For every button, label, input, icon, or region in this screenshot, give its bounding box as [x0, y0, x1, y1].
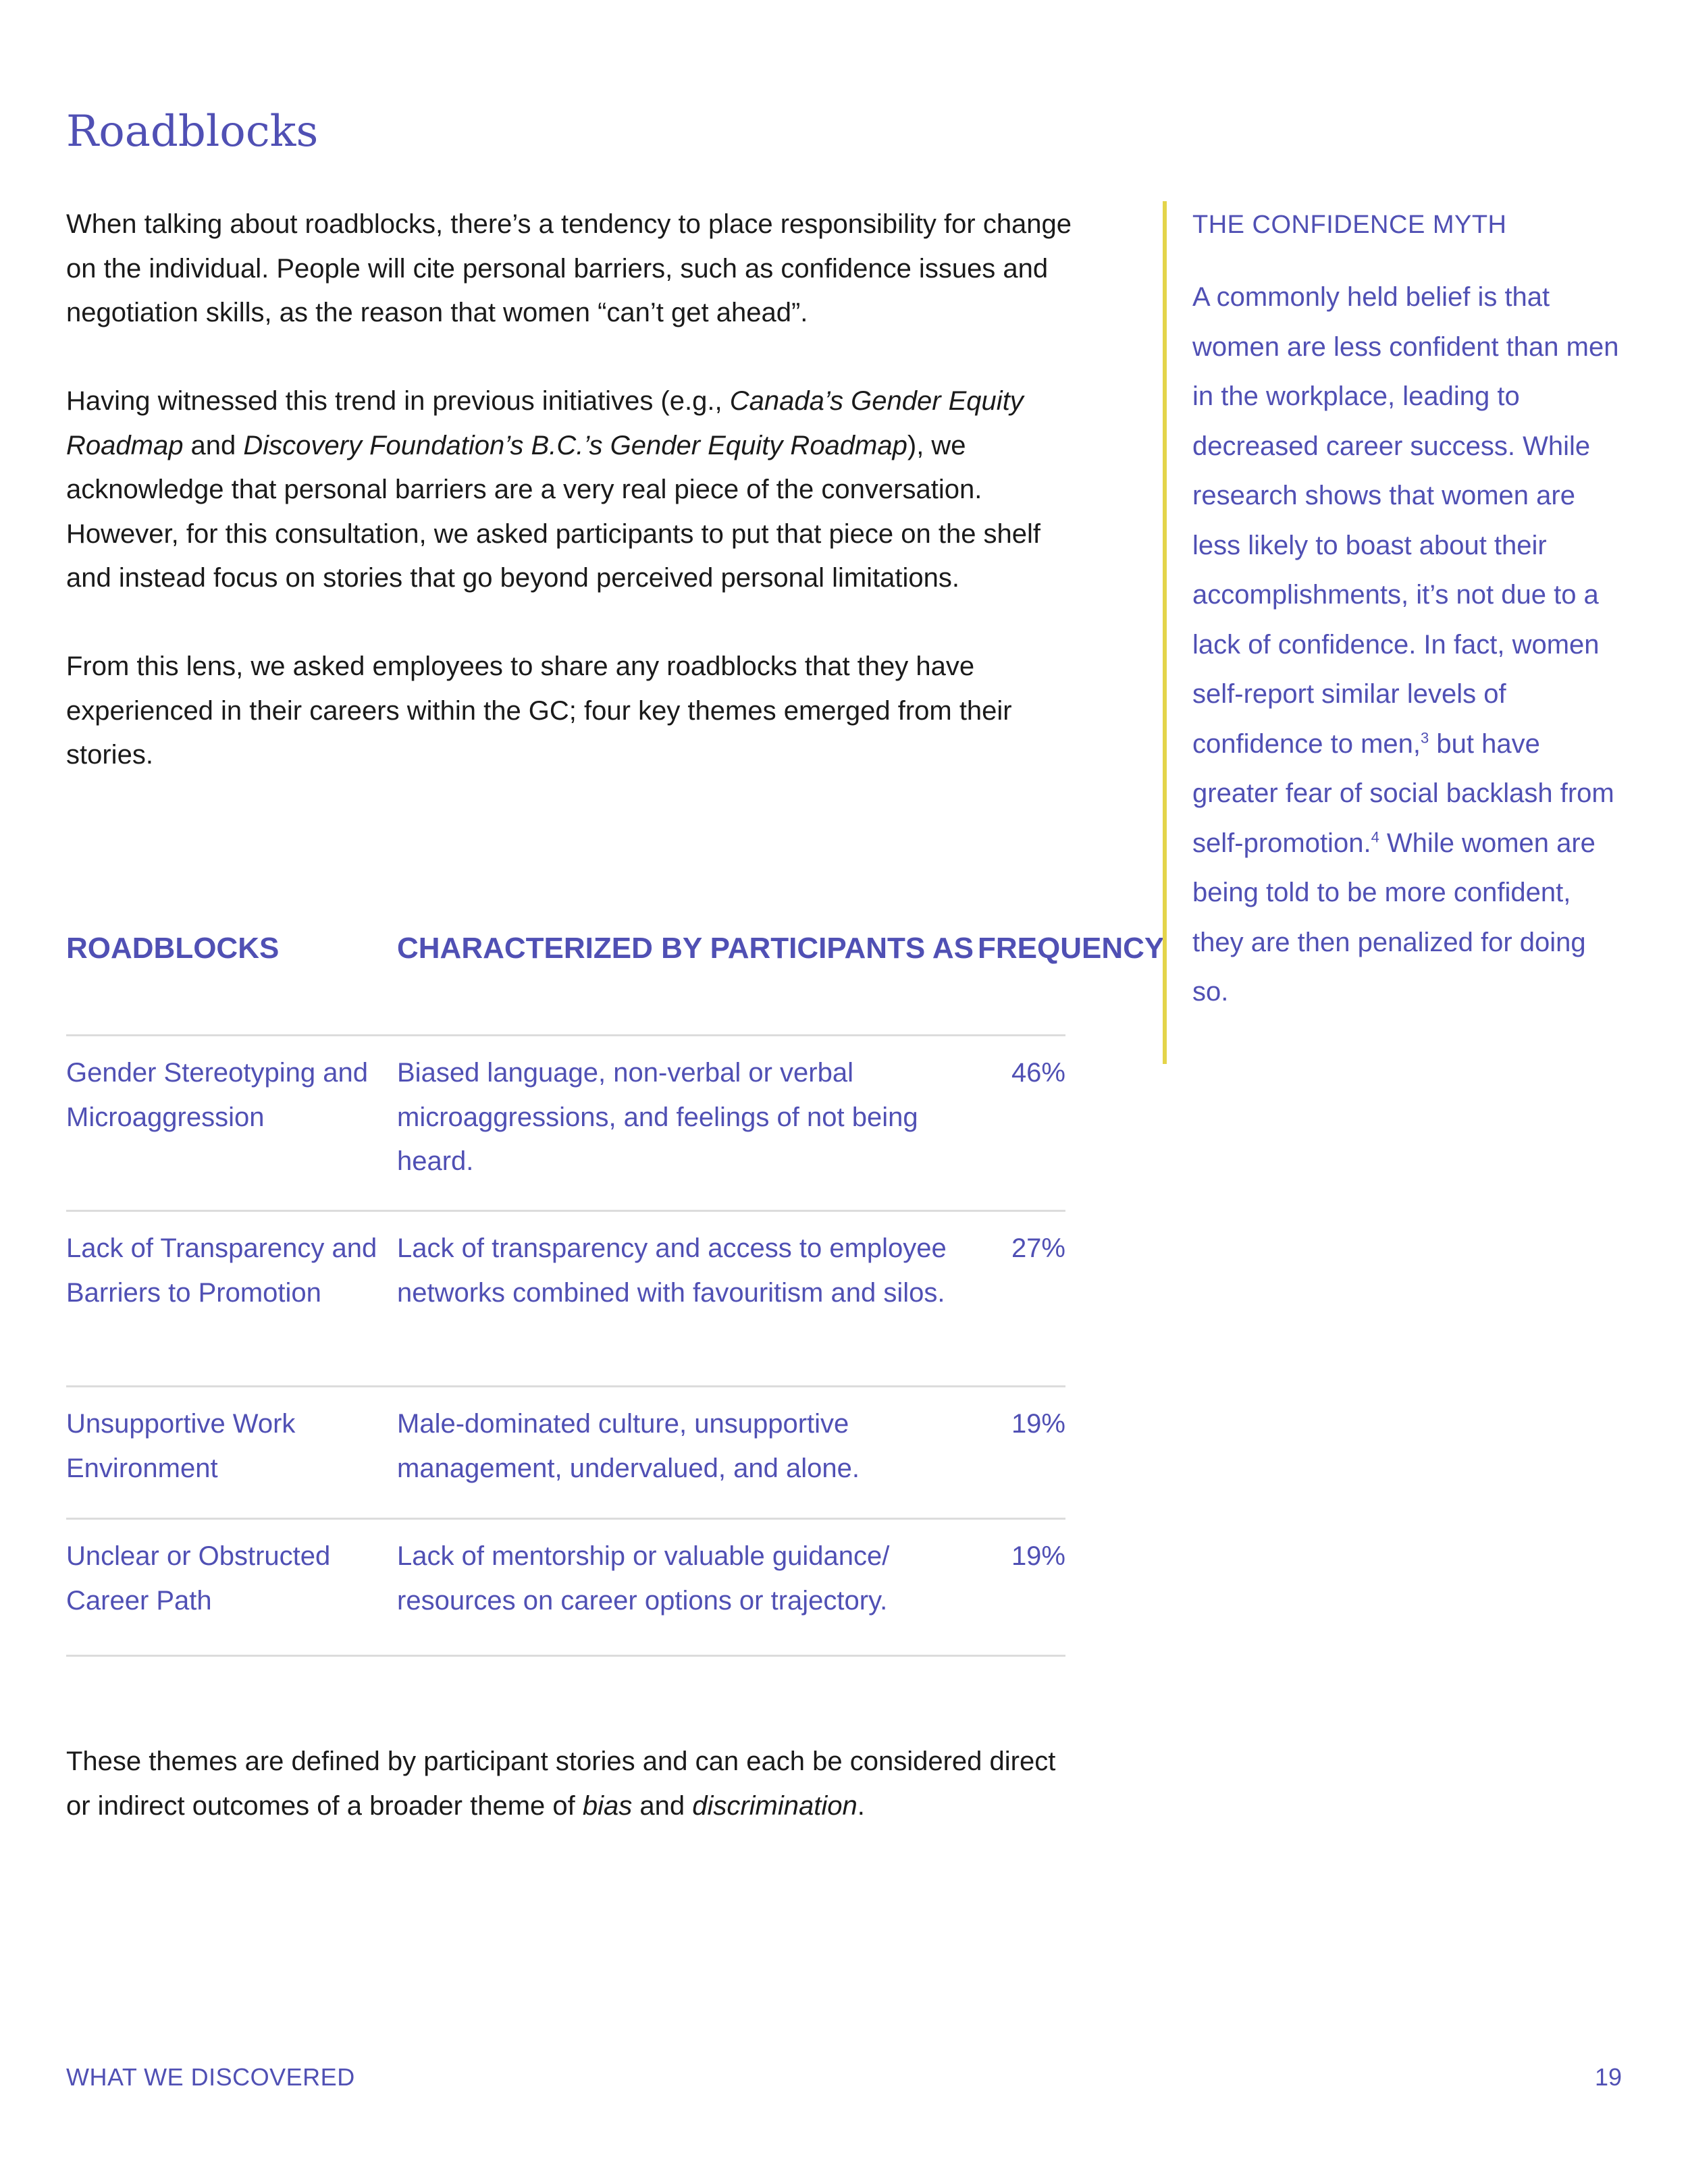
- sidebar-text-part-2: but have greater fear of social backlash from self-promotion.: [1192, 728, 1614, 858]
- sidebar-heading: THE CONFIDENCE MYTH: [1192, 211, 1507, 239]
- intro-paragraph-3: From this lens, we asked employees to share any roadblocks that they have experienced in their careers within the GC; four key themes emerged from their stories.: [66, 651, 1012, 770]
- sidebar-body: [1192, 273, 1622, 1017]
- roadblock-name: Unsupportive Work Environment: [66, 1409, 296, 1483]
- closing-emphasis-bias: bias: [582, 1790, 633, 1821]
- roadblock-frequency: 27%: [1011, 1233, 1065, 1263]
- confidence-myth-sidebar: [1163, 201, 1622, 1064]
- roadblock-frequency: 19%: [1011, 1541, 1065, 1571]
- closing-paragraph: [66, 1740, 1065, 1828]
- intro-paragraph-2-and: and: [183, 430, 244, 460]
- roadblock-name: Gender Stereotyping and Microaggression: [66, 1058, 368, 1132]
- roadblock-description: Male-dominated culture, unsupportive management, undervalued, and alone.: [397, 1409, 860, 1483]
- closing-emphasis-discrimination: discrimination: [692, 1790, 858, 1821]
- closing-and: and: [632, 1790, 693, 1821]
- closing-end: .: [857, 1790, 865, 1821]
- roadblocks-table: [66, 926, 1165, 1657]
- roadblock-description: Lack of transparency and access to employee networks combined with favouritism and silos.: [397, 1233, 947, 1308]
- reference-discovery-roadmap: Discovery Foundation’s B.C.’s Gender Equity Roadmap: [243, 430, 907, 460]
- table-row: [66, 1387, 1065, 1520]
- roadblock-name: Lack of Transparency and Barriers to Promotion: [66, 1233, 377, 1308]
- header-frequency: FREQUENCY: [978, 932, 1165, 965]
- roadblock-frequency: 46%: [1011, 1058, 1065, 1088]
- table-row: [66, 1212, 1065, 1387]
- intro-section: [66, 203, 1086, 778]
- roadblock-description: Lack of mentorship or valuable guidance/ resources on career options or trajectory.: [397, 1541, 890, 1616]
- intro-paragraph-2-end: ), we acknowledge that personal barriers are a very real piece of the conversation. However, for this consultation, we asked participants to put that piece on the shelf and instead focus on stories that go beyond perceived personal limitations.: [66, 430, 1041, 593]
- roadblock-description: Biased language, non-verbal or verbal microaggressions, and feelings of not being heard.: [397, 1058, 918, 1176]
- sidebar-text-part-3: While women are being told to be more confident, they are then penalized for doing so.: [1192, 828, 1595, 1007]
- header-roadblocks: ROADBLOCKS: [66, 932, 280, 965]
- intro-paragraph-1: When talking about roadblocks, there’s a tendency to place responsibility for change on the individual. People will cite personal barriers, such as confidence issues and negotiation skills, as the reason that women “can’t get ahead”.: [66, 209, 1072, 327]
- roadblock-name: Unclear or Obstructed Career Path: [66, 1541, 331, 1616]
- reference-canada-roadmap: Canada’s Gender Equity Roadmap: [66, 386, 1024, 460]
- sidebar-text-part-1: A commonly held belief is that women are less confident than men in the workplace, leading to decreased career success. While research shows that women are less likely to boast about their accomplishments, it’s not due to a lack of confidence. In fact, women self-report similar levels of confidence to men,: [1192, 282, 1619, 759]
- roadblock-frequency: 19%: [1011, 1409, 1065, 1439]
- page-number: 19: [1594, 2063, 1622, 2091]
- header-characterized-by: CHARACTERIZED BY PARTICIPANTS AS: [397, 932, 974, 965]
- footer-section-label: WHAT WE DISCOVERED: [66, 2063, 355, 2091]
- footnote-ref-4: 4: [1371, 828, 1379, 846]
- footnote-ref-3: 3: [1421, 729, 1429, 747]
- intro-paragraph-2: [66, 379, 1086, 601]
- closing-start: These themes are defined by participant stories and can each be considered direct or indirect outcomes of a broader theme of: [66, 1747, 1056, 1821]
- table-header-row: [66, 926, 1165, 1036]
- table-row: [66, 1036, 1065, 1212]
- intro-paragraph-2-start: Having witnessed this trend in previous initiatives (e.g.,: [66, 386, 730, 416]
- table-row: [66, 1520, 1065, 1657]
- page-title: Roadblocks: [66, 107, 319, 157]
